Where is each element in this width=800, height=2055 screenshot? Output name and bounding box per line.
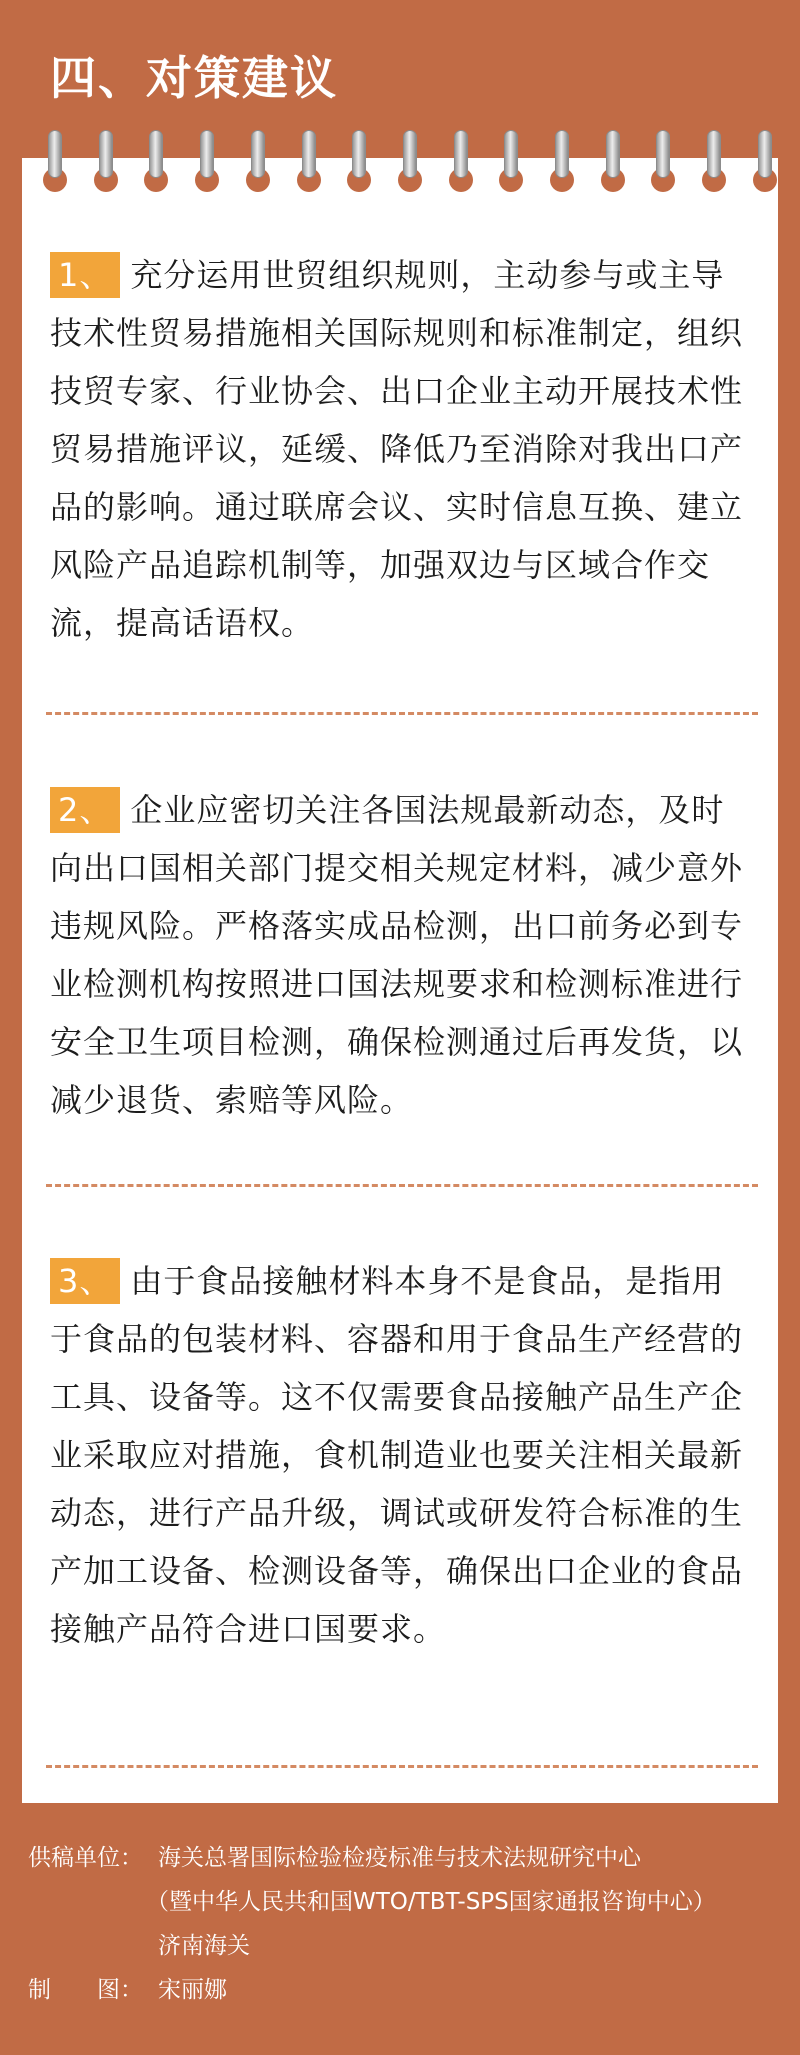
divider-1: [46, 712, 758, 715]
contributor-line-2: （暨中华人民共和国WTO/TBT-SPS国家通报咨询中心）: [146, 1889, 716, 1915]
binding-ring-icon: [246, 130, 270, 192]
contributor-line-1: 海关总署国际检验检疫标准与技术法规研究中心: [158, 1845, 641, 1871]
divider-2: [46, 1184, 758, 1187]
spiral-binding: [22, 130, 778, 200]
binding-ring-icon: [499, 130, 523, 192]
maker-row: [28, 1968, 788, 2012]
binding-ring-icon: [550, 130, 574, 192]
section-1-text: 充分运用世贸组织规则，主动参与或主导技术性贸易措施相关国际规则和标准制定，组织技贸专家、行业协会、出口企业主动开展技术性贸易措施评议，延缓、降低乃至消除对我出口产品的影响。通过联席会议、实时信息互换、建立风险产品追踪机制等，加强双边与区域合作交流，提高话语权。: [50, 256, 744, 642]
binding-ring-icon: [297, 130, 321, 192]
contributor-line-3: 济南海关: [158, 1933, 250, 1959]
maker-name: 宋丽娜: [158, 1977, 227, 2003]
credits: [28, 1836, 788, 2012]
binding-ring-icon: [651, 130, 675, 192]
binding-ring-icon: [702, 130, 726, 192]
section-2-number: 2、: [50, 787, 120, 833]
section-3-number: 3、: [50, 1258, 120, 1304]
binding-ring-icon: [43, 130, 67, 192]
divider-3: [46, 1765, 758, 1768]
binding-ring-icon: [347, 130, 371, 192]
binding-ring-icon: [601, 130, 625, 192]
binding-ring-icon: [398, 130, 422, 192]
contributor-list: [146, 1836, 716, 1968]
binding-ring-icon: [449, 130, 473, 192]
contributor-row: [28, 1836, 788, 1968]
binding-ring-icon: [195, 130, 219, 192]
section-2-text: 企业应密切关注各国法规最新动态，及时向出口国相关部门提交相关规定材料，减少意外违规风险。严格落实成品检测，出口前务必到专业检测机构按照进口国法规要求和检测标准进行安全卫生项目检测，确保检测通过后再发货，以减少退货、索赔等风险。: [50, 791, 744, 1119]
maker-label: 制 图：: [28, 1977, 143, 2003]
section-2: [50, 781, 750, 1129]
binding-ring-icon: [144, 130, 168, 192]
section-3-text: 由于食品接触材料本身不是食品，是指用于食品的包装材料、容器和用于食品生产经营的工具、设备等。这不仅需要食品接触产品生产企业采取应对措施，食机制造业也要关注相关最新动态，进行产品升级，调试或研发符合标准的生产加工设备、检测设备等，确保出口企业的食品接触产品符合进口国要求。: [50, 1262, 744, 1648]
section-1: [50, 246, 750, 652]
binding-ring-icon: [753, 130, 777, 192]
contributor-label: 供稿单位：: [28, 1845, 143, 1871]
section-1-number: 1、: [50, 252, 120, 298]
page-title: 四、对策建议: [50, 51, 338, 105]
section-3: [50, 1252, 750, 1658]
binding-ring-icon: [94, 130, 118, 192]
